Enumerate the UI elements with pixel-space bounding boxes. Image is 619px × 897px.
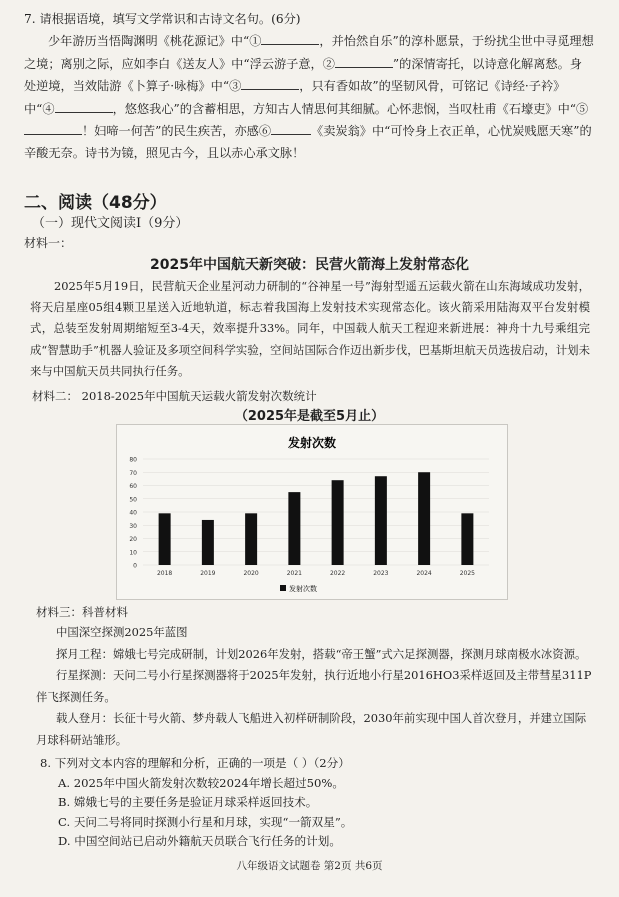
chart-title: 发射次数 bbox=[287, 436, 337, 450]
x-tick-label: 2025 bbox=[459, 570, 476, 577]
y-tick-label: 50 bbox=[129, 496, 137, 504]
material-3-item: 行星探测：天问二号小行星探测器将于2025年发射，执行近地小行星2016HO3采样返回及主带彗星311P伴飞探测任务。 bbox=[36, 668, 592, 704]
answer-blank-4[interactable] bbox=[55, 98, 113, 113]
y-tick-label: 20 bbox=[129, 536, 137, 543]
bar-2025 bbox=[461, 513, 473, 565]
material-2-subtitle: （2025年是截至5月止） bbox=[234, 409, 385, 424]
y-tick-label: 60 bbox=[129, 483, 137, 490]
y-tick-label: 30 bbox=[129, 522, 137, 530]
launch-chart-svg bbox=[117, 425, 507, 599]
answer-blank-2[interactable] bbox=[335, 53, 393, 68]
x-tick-label: 2023 bbox=[373, 570, 389, 577]
question-7 bbox=[24, 8, 594, 165]
answer-blank-5[interactable] bbox=[24, 120, 82, 135]
bar-2022 bbox=[332, 480, 344, 565]
option-a[interactable]: A. 2025年中国火箭发射次数较2024年增长超过50%。 bbox=[58, 775, 345, 790]
option-c[interactable]: C. 天问二号将同时探测小行星和月球，实现“一箭双星”。 bbox=[58, 814, 353, 829]
x-tick-label: 2020 bbox=[243, 570, 259, 577]
launch-chart bbox=[116, 424, 508, 600]
legend-swatch bbox=[280, 585, 286, 591]
material-2-label: 材料二： 2018-2025年中国航天运载火箭发射次数统计 bbox=[32, 389, 317, 403]
x-axis-ticks bbox=[157, 570, 475, 577]
x-tick-label: 2019 bbox=[200, 570, 216, 577]
material-3-body bbox=[36, 622, 596, 752]
y-tick-label: 70 bbox=[129, 469, 137, 477]
x-tick-label: 2022 bbox=[329, 570, 346, 577]
bar-2019 bbox=[202, 520, 214, 565]
material-3-item: 探月工程：嫦娥七号完成研制，计划2026年发射，搭载“帝王蟹”式六足探测器，探测月球南极水冰资源。 bbox=[56, 646, 587, 661]
y-tick-label: 10 bbox=[129, 549, 137, 557]
y-tick-label: 40 bbox=[129, 509, 137, 517]
x-tick-label: 2021 bbox=[286, 570, 303, 577]
question-8 bbox=[40, 754, 590, 852]
answer-blank-3[interactable] bbox=[241, 75, 299, 90]
bar-2018 bbox=[159, 513, 171, 565]
bar-2020 bbox=[245, 513, 257, 565]
question-7-title: 7. 请根据语境，填写文学常识和古诗文名句。(6分) bbox=[24, 12, 301, 26]
article-title: 2025年中国航天新突破：民营火箭海上发射常态化 bbox=[150, 257, 469, 273]
y-tick-label: 80 bbox=[129, 456, 137, 464]
bar-2023 bbox=[375, 476, 387, 565]
legend-label: 发射次数 bbox=[289, 585, 317, 593]
y-axis-ticks bbox=[129, 457, 137, 570]
material-3-label: 材料三：科普材料 bbox=[36, 605, 128, 619]
question-7-passage: 少年游历当悟陶渊明《桃花源记》中“① ，并怡然自乐”的淳朴愿景，于纷扰尘世中寻觅理想之境；离别之际，应如李白《送友人》中“浮云游子意，② ”的深情寄托，以诗意化解离愁。身处逆境，当效陆游《卜算子·咏梅》中“③ ，只有香如故”的坚韧风骨，可铭记《诗经·子衿》中“④ ，悠悠我心”的含蓄相思，方知古人情思何其细腻。心怀悲悯，当叹杜甫《石壕吏》中“⑤！妇啼一何苦”的民生疾苦，亦感⑥ 《卖炭翁》中“可怜身上衣正单，心忧炭贱愿天寒”的辛酸无奈。诗书为镜，照见古今，且以赤心承文脉！ bbox=[24, 30, 594, 164]
article-paragraph: 2025年5月19日，民营航天企业星河动力研制的“谷神星一号”海射型遥五运载火箭在山东海域成功发射，将天启星座05组4颗卫星送入近地轨道，标志着我国海上发射技术实现常态化。该火箭采用陆海双平台发射模式，总装至发射周期缩短至3-4天，效率提升33%。同年，中国载人航天工程迎来新进展：神舟十九号乘组完成“智慧助手”机器人验证及多项空间科学实验，空间站国际合作迈出新步伐，巴基斯坦航天员选拔启动，计划未来与中国航天员共同执行任务。 bbox=[30, 279, 590, 378]
chart-legend bbox=[280, 584, 317, 593]
option-b[interactable]: B. 嫦娥七号的主要任务是验证月球采样返回技术。 bbox=[58, 795, 318, 810]
chart-grid bbox=[143, 459, 489, 565]
material-1-label: 材料一： bbox=[24, 236, 73, 250]
answer-blank-1[interactable] bbox=[261, 30, 319, 45]
answer-blank-6[interactable] bbox=[271, 120, 311, 135]
bar-2024 bbox=[418, 472, 430, 565]
page-footer: 八年级语文试题卷 第2页 共6页 bbox=[236, 860, 383, 872]
y-tick-label: 0 bbox=[133, 562, 137, 570]
option-d[interactable]: D. 中国空间站已启动外籍航天员联合飞行任务的计划。 bbox=[58, 834, 341, 849]
question-8-stem: 8. 下列对文本内容的理解和分析，正确的一项是（ ）（2分） bbox=[40, 756, 350, 770]
x-tick-label: 2018 bbox=[156, 570, 173, 577]
chart-bars bbox=[159, 472, 474, 565]
material-3-heading: 中国深空探测2025年蓝图 bbox=[56, 625, 188, 639]
section-title: 二、阅读（48分） bbox=[24, 193, 167, 213]
article-body bbox=[30, 276, 590, 382]
x-tick-label: 2024 bbox=[416, 570, 432, 577]
material-3-item: 载人登月：长征十号火箭、梦舟载人飞船进入初样研制阶段，2030年前实现中国人首次登月，并建立国际月球科研站雏形。 bbox=[36, 711, 587, 747]
section-subtitle: （一）现代文阅读Ⅰ（9分） bbox=[32, 216, 189, 231]
bar-2021 bbox=[288, 492, 300, 565]
